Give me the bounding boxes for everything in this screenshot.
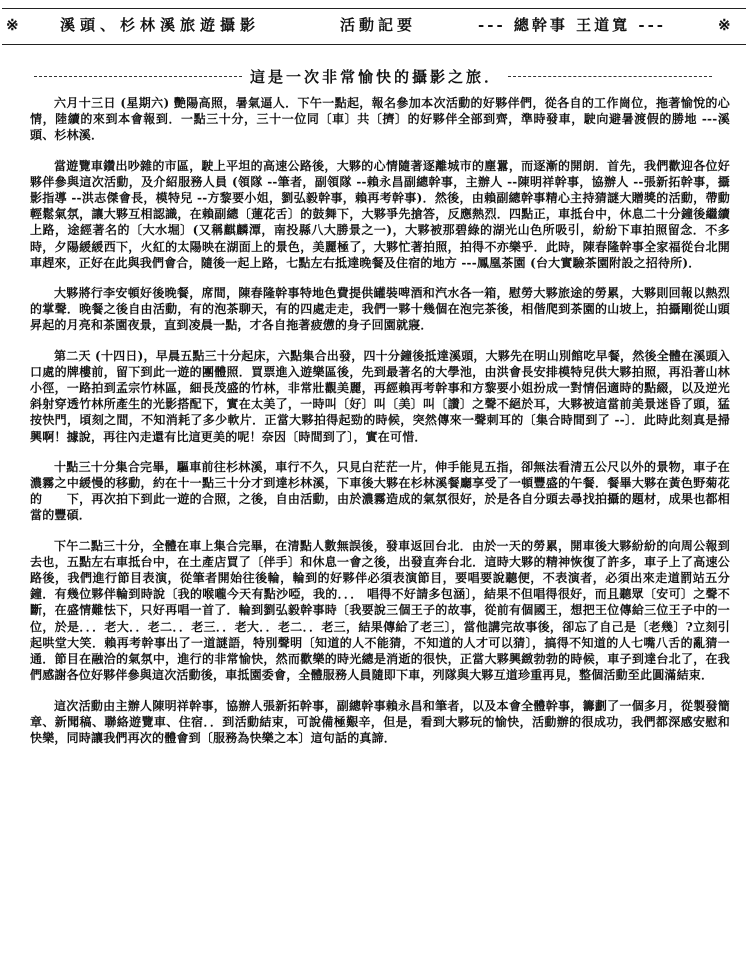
paragraph: 十點三十分集合完畢，驅車前往杉林溪，車行不久，只見白茫茫一片，伸手能見五指，卻無法看清五公尺以外的景物，車子在濃霧之中緩慢的移動，約在十一點三十分才到達杉林溪，下車後大夥在杉林溪餐廳享受了一頓豐盛的午餐．餐畢大夥在黃色野菊花的 下，再次拍下到此一遊的合照，之後，自由活動，由於濃霧造成的氣氛很好，於是各自分頭去尋找拍攝的題材，成果也都相當的豐碩． [30, 459, 730, 523]
header-top-rule [2, 8, 746, 9]
page-header [0, 0, 750, 44]
paragraph: 這次活動由主辦人陳明祥幹事，協辦人張新拓幹事，副總幹事賴永昌和筆者，以及本會全體幹事，籌劃了一個多月，從製發簡章、新聞稿、聯絡遊覽車、住宿．．到活動結束，可說備極艱辛，但是，看到大夥玩的愉快，活動辦的很成功，我們都深感安慰和快樂，同時讓我們再次的體會到〔服務為快樂之本〕這句話的真諦． [30, 698, 730, 745]
paragraph: 大夥將行李安頓好後晚餐，席間，陳春隆幹事特地色費提供罐裝啤酒和汽水各一箱，慰勞大夥旅途的勞累，大夥則回報以熱烈的掌聲．晚餐之後自由活動，有的泡茶聊天，有的四處走走，我們一夥十幾個在泡完茶後，相偕爬到茶園的山坡上，拍攝剛從山頭昇起的月亮和茶園夜景，直到凌晨一點，才各自拖著疲憊的身子回園就寢． [30, 286, 730, 333]
header-mark-left: ※ [6, 16, 21, 34]
paragraph: 下午二點三十分，全體在車上集合完畢，在清點人數無誤後，發車返回台北．由於一天的勞累，開車後大夥紛紛的向周公報到去也，五點左右車抵台中，在土產店買了〔伴手〕和休息一會之後，出發直奔台北．這時大夥的精神恢復了許多，車子上了高速公路後，我們進行節目表演，從筆者開始往後輪，輪到的好夥伴必須表演節目，要唱要說聽便，不表演者，必須出來走道罰站五分鐘．有幾位夥伴輪到時說〔我的喉嚨今天有點沙啞，我的．．． 唱得不好請多包涵〕，結果不但唱得很好，而且聽眾〔安可〕之聲不斷，在盛情難怯下，只好再唱一首了．輪到劉弘毅幹事時〔我要說三個王子的故事，從前有個國王，想把王位傳給三位王子中的一位，於是．．．老大．．老二．．老三．．老大．．老二．．老三，結果傳給了老三〕，當他講完故事後，卻忘了自己是〔老幾〕?立刻引起哄堂大笑．賴再考幹事出了一道謎語，特別聲明〔知道的人不能猜，不知道的人才可以猜〕，搞得不知道的人七嘴八舌的亂猜一通．節目在融洽的氣氛中，進行的非常愉快，然而歡樂的時光總是消逝的很快，正當大夥興緻勃勃的時候，車子到達台北了，在我們感謝各位好夥伴參與這次活動後，車抵園委會，全體服務人員隨即下車，列隊與大夥互道珍重再見，整個活動至此圓滿結束． [30, 538, 730, 683]
header-title: 溪頭、杉林溪旅遊攝影 [60, 16, 261, 34]
subtitle: 這是一次非常愉快的攝影之旅． [250, 68, 503, 86]
subtitle-dash-right [508, 76, 712, 77]
subtitle-row [0, 66, 750, 88]
header-section-label: 活動記要 [340, 16, 417, 34]
paragraph: 六月十三日 (星期六) 艷陽高照，暑氣逼人．下午一點起，報名參加本次活動的好夥伴們，從各自的工作崗位，拖著愉悅的心情，陸續的來到本會報到．一點三十分，三十一位同〔車〕共〔擠〕的好夥伴全部到齊，準時發車，駛向避暑渡假的勝地 ---溪頭、杉林溪． [30, 96, 730, 143]
header-mark-right: ※ [718, 16, 733, 34]
paragraph: 第二天 (十四日)，早晨五點三十分起床，六點集合出發，四十分鐘後抵達溪頭，大夥先在明山別館吃早餐，然後全體在溪頭入口處的牌樓前，留下到此一遊的團體照．買票進入遊樂區後，先到最著名的大學池，由洪會長安排模特兒供大夥拍照，再沿著山林小徑，一路拍到孟宗竹林區，細長茂盛的竹林，非常壯觀美麗，再經賴再考幹事和方黎要小姐扮成一對情侶適時的點綴，以及逆光斜射穿透竹林所產生的光影搭配下，實在太美了，一時叫〔好〕叫〔美〕叫〔讚〕之聲不絕於耳，大夥被這當前美景迷昏了頭，猛按快門，頃刻之間，不知消耗了多少軟片．正當大夥拍得起勁的時候，突然傳來一聲刺耳的〔集合時間到了 --〕．此時此刻真是掃興啊！據說，再往內走還有比這更美的呢！奈因〔時間到了〕，實在可惜． [30, 348, 730, 444]
header-bottom-rule [2, 44, 746, 45]
header-author: --- 總幹事 王道寬 --- [478, 16, 667, 34]
subtitle-dash-left [34, 76, 242, 77]
paragraph: 當遊覽車鑽出吵雜的市區，駛上平坦的高速公路後，大夥的心情隨著逐離城市的塵囂，而逐漸的開朗．首先，我們歡迎各位好夥伴參與這次活動，及介紹服務人員 (領隊 --筆者，副領隊 --賴永昌副總幹事，主辦人 --陳明祥幹事，協辦人 --張新拓幹事，攝影指導 --洪志傑會長，模特兒 --方黎要小姐，劉弘毅幹事，賴再考幹事)．然後，由賴副總幹事精心主持猜謎大贈獎的活動，帶動輕鬆氣氛，讓大夥互相認識，在賴副總〔蓮花舌〕的鼓舞下，大夥爭先搶答，反應熱烈．四點正，車抵台中，休息二十分鐘後繼續上路，途經著名的〔大水堀〕(又稱麒麟潭，南投縣八大勝景之一)，大夥被那碧綠的湖光山色所吸引，紛紛下車拍照留念．不多時，夕陽緩緩西下，火紅的太陽映在湖面上的景色，美麗極了，大夥忙著拍照，拍得不亦樂乎．此時，陳春隆幹事全家福從台北開車趕來，正好在此與我們會合，隨後一起上路，七點左右抵達晚餐及住宿的地方 ---鳳凰茶園 (台大實驗茶園附設之招待所)． [30, 158, 730, 270]
article-body [30, 95, 730, 760]
